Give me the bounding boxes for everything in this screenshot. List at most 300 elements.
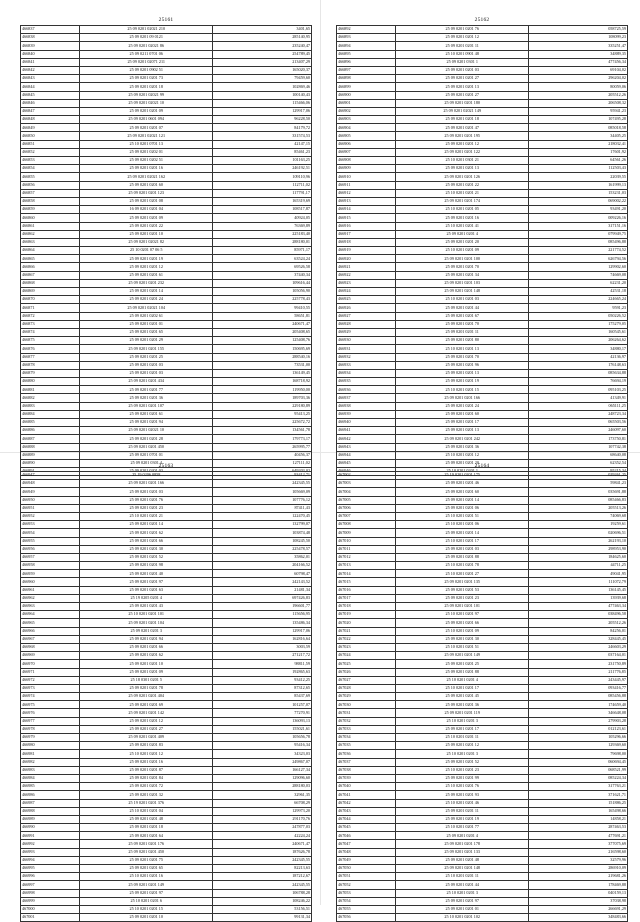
row-number: 467010: [337, 537, 396, 545]
record-code: 25 09 0201 0201 122: [396, 148, 529, 156]
record-code: 25 09 0201 0201 01: [80, 320, 213, 328]
amount: 288180,01: [213, 238, 312, 246]
table-row: [21, 488, 312, 496]
record-code: 25 09 0201 0201 3: [80, 627, 213, 635]
table-row: [21, 865, 312, 873]
row-number: 466844: [21, 83, 80, 91]
row-number: 466992: [21, 840, 80, 848]
row-number: 466881: [21, 386, 80, 394]
table-row: [21, 512, 312, 520]
page-title: 25162: [474, 17, 490, 23]
row-number: 466898: [337, 75, 396, 83]
record-code: 25 10 0201 0201 21: [80, 512, 213, 520]
table-row: [337, 99, 628, 107]
amount: 34889,35: [529, 50, 628, 58]
amount: 335251,47: [529, 42, 628, 50]
record-code: 25 19 0206 0858: [80, 472, 213, 480]
row-number: 466927: [337, 312, 396, 320]
record-code: 25 09 0201 0201 52: [396, 758, 529, 766]
record-code: 25 10 0201 0901 48: [396, 50, 529, 58]
amount: 060694,45: [529, 758, 628, 766]
amount: 108517,87: [213, 206, 312, 214]
record-code: 25 09 0201 0201 148: [396, 288, 529, 296]
table-row: [337, 238, 628, 246]
amount: 105656,78: [213, 734, 312, 742]
record-code: 25 09 0201 0201 45: [396, 693, 529, 701]
row-number: 466883: [21, 402, 80, 410]
row-number: 466886: [21, 427, 80, 435]
table-row: [21, 635, 312, 643]
table-row: [337, 774, 628, 782]
record-code: 25 09 0201 0201 70: [396, 320, 529, 328]
row-number: 467009: [337, 529, 396, 537]
row-number: 467030: [337, 701, 396, 709]
table-row: [21, 271, 312, 279]
amount: 205512,26: [529, 619, 628, 627]
record-code: 25 09 0201 0201 48: [80, 815, 213, 823]
amount: 211776,85: [529, 668, 628, 676]
record-code: 25 09 0201 0201 12: [80, 717, 213, 725]
row-number: 466896: [337, 58, 396, 66]
record-code: 25 10 0201 0201 4: [396, 676, 529, 684]
amount: 129917,06: [213, 107, 312, 115]
record-code: 25 09 0201 0201 66: [396, 619, 529, 627]
row-number: 466950: [21, 496, 80, 504]
amount: 62231,20: [529, 279, 628, 287]
row-number: 466932: [337, 353, 396, 361]
amount: 249867,07: [213, 758, 312, 766]
record-code: 25 09 0201 0201 13: [396, 369, 529, 377]
amount: 42147,15: [213, 140, 312, 148]
row-number: 466969: [21, 652, 80, 660]
row-number: 467049: [337, 856, 396, 864]
row-number: 466837: [21, 26, 80, 34]
amount: 109616,44: [213, 279, 312, 287]
table-row: [337, 553, 628, 561]
amount: 53156,51: [213, 905, 312, 913]
row-number: 467006: [337, 504, 396, 512]
amount: 296204,02: [529, 75, 628, 83]
amount: 038496,58: [529, 611, 628, 619]
table-row: [337, 435, 628, 443]
record-code: 25 09 0201 0201 178: [396, 840, 529, 848]
amount: 37038,98: [529, 897, 628, 905]
table-row: [337, 214, 628, 222]
amount: 279903,28: [529, 717, 628, 725]
row-number: 467004: [337, 488, 396, 496]
row-number: 467037: [337, 758, 396, 766]
record-code: 25 09 0201 0201 148: [396, 865, 529, 873]
table-row: [21, 881, 312, 889]
row-number: 467044: [337, 815, 396, 823]
record-code: 25 10 0201 0201 46: [396, 799, 529, 807]
amount: 285140,95: [213, 34, 312, 42]
record-code: 25 10 0201 0201 21: [396, 189, 529, 197]
table-row: [21, 181, 312, 189]
amount: 108245,50: [213, 537, 312, 545]
amount: 49041,95: [529, 570, 628, 578]
record-code: 25 09 0201 0201 34: [396, 271, 529, 279]
table-row: [337, 652, 628, 660]
amount: 21481,34: [213, 586, 312, 594]
table-row: [21, 107, 312, 115]
amount: 206264,62: [529, 337, 628, 345]
amount: 82213,63: [213, 865, 312, 873]
amount: 42531,18: [529, 288, 628, 296]
record-code: 25 09 0201 0201 29: [80, 337, 213, 345]
record-code: 25 09 0201 0201 13: [396, 165, 529, 173]
row-number: 467003: [337, 480, 396, 488]
row-number: 466846: [21, 99, 80, 107]
record-code: 25 10 0201 0201 1: [396, 468, 529, 476]
record-code: 25 09 0201 0202 51: [80, 157, 213, 165]
record-code: 25 09 0201 02021 10: [80, 99, 213, 107]
row-number: 467011: [337, 545, 396, 553]
table-row: [337, 807, 628, 815]
table-row: [337, 791, 628, 799]
amount: 9591,23: [529, 304, 628, 312]
amount: 73531,00: [213, 361, 312, 369]
amount: 41349,91: [529, 394, 628, 402]
amount: 3003,59: [213, 643, 312, 651]
row-number: 467038: [337, 766, 396, 774]
amount: 085224,34: [529, 774, 628, 782]
amount: 065111,25: [529, 402, 628, 410]
table-row: [337, 222, 628, 230]
amount: 242345,55: [213, 856, 312, 864]
record-code: 25 09 0201 02021 82: [80, 238, 213, 246]
row-number: 467018: [337, 603, 396, 611]
amount: 246097,60: [529, 427, 628, 435]
row-number: 466889: [21, 451, 80, 459]
table-row: [21, 247, 312, 255]
table-row: [337, 288, 628, 296]
amount: 119950,00: [213, 386, 312, 394]
amount: 176148,63: [529, 361, 628, 369]
row-number: 466899: [337, 83, 396, 91]
record-code: 25 09 0201 0201 43: [80, 603, 213, 611]
table-row: [337, 562, 628, 570]
table-row: [21, 660, 312, 668]
record-code: 25 09 0201 0201 22: [396, 181, 529, 189]
row-number: 467052: [337, 881, 396, 889]
record-code: 25 10 0201 0201 17: [396, 684, 529, 692]
amount: 317763,21: [529, 783, 628, 791]
record-code: 25 10 0201 0201 12: [396, 451, 529, 459]
row-number: 466930: [337, 337, 396, 345]
record-code: 25 09 0201 0201 142: [80, 709, 213, 717]
table-row: [21, 848, 312, 856]
amount: 136145,45: [529, 586, 628, 594]
record-code: 25 09 0201 0201 14: [80, 288, 213, 296]
table-row: [337, 619, 628, 627]
record-code: 25 09 0201 0201 149: [80, 881, 213, 889]
table-row: [337, 443, 628, 451]
record-code: 25 10 0201 0201 17: [396, 537, 529, 545]
table-row: [21, 529, 312, 537]
row-number: 466918: [337, 238, 396, 246]
amount: 079949,75: [529, 230, 628, 238]
table-row: [337, 889, 628, 897]
row-number: 466960: [21, 578, 80, 586]
record-code: 25 09 0201 0201 62: [80, 652, 213, 660]
record-code: 25 09 0201 0201 19: [396, 815, 529, 823]
amount: 298953,90: [529, 545, 628, 553]
record-code: 25 09 0201 0201 16: [396, 214, 529, 222]
record-code: 25 10 0201 0201 77: [396, 824, 529, 832]
table-row: [21, 378, 312, 386]
table-row: [337, 496, 628, 504]
row-number: 466951: [21, 504, 80, 512]
table-row: [21, 676, 312, 684]
table-row: [337, 255, 628, 263]
record-code: 25 09 0201 0201 23: [80, 504, 213, 512]
record-code: 25 09 0201 02071 211: [80, 58, 213, 66]
table-row: [21, 173, 312, 181]
row-number: 466962: [21, 594, 80, 602]
amount: 129973,20: [213, 807, 312, 815]
table-row: [21, 34, 312, 42]
amount: 115466,06: [213, 99, 312, 107]
record-code: 25 09 0201 0201 14: [80, 521, 213, 529]
amount: 105296,66: [529, 734, 628, 742]
table-row: [21, 238, 312, 246]
amount: 42224,24: [213, 832, 312, 840]
record-code: 25 10 0201 0201 76: [396, 783, 529, 791]
row-number: 467013: [337, 562, 396, 570]
table-row: [21, 914, 312, 922]
row-number: 466862: [21, 230, 80, 238]
amount: 229180,89: [213, 402, 312, 410]
amount: 79459,60: [213, 75, 312, 83]
record-code: 25 09 0201 0201 17: [396, 725, 529, 733]
row-number: 467040: [337, 783, 396, 791]
record-code: 25 09 0201 0201 16: [80, 758, 213, 766]
record-code: 25 10 0201 07 06 5: [80, 247, 213, 255]
table-row: [337, 320, 628, 328]
table-row: [21, 435, 312, 443]
table-row: [337, 537, 628, 545]
table-row: [21, 91, 312, 99]
table-row: [337, 271, 628, 279]
amount: 98811,59: [213, 660, 312, 668]
row-number: 466933: [337, 361, 396, 369]
row-number: 466955: [21, 537, 80, 545]
amount: 66708,29: [213, 799, 312, 807]
table-row: [21, 643, 312, 651]
record-code: 25 10 0201 0201 23: [396, 766, 529, 774]
row-number: 466908: [337, 157, 396, 165]
amount: 037164,01: [529, 652, 628, 660]
row-number: 467036: [337, 750, 396, 758]
table-row: [337, 451, 628, 459]
row-number: 466922: [337, 271, 396, 279]
table-row: [21, 562, 312, 570]
amount: 065503,56: [529, 419, 628, 427]
table-row: [21, 279, 312, 287]
amount: 129369,60: [529, 742, 628, 750]
amount: 14858,21: [529, 815, 628, 823]
row-number: 466863: [21, 238, 80, 246]
record-code: 25 10 0201 0201 03: [396, 296, 529, 304]
row-number: 466893: [337, 34, 396, 42]
table-row: [337, 676, 628, 684]
record-code: 25 09 0201 0201 22: [80, 222, 213, 230]
amount: 69104,02: [529, 66, 628, 74]
row-number: 466938: [337, 402, 396, 410]
amount: 165020,37: [213, 66, 312, 74]
table-row: [337, 766, 628, 774]
row-number: 467028: [337, 684, 396, 692]
amount: 204166,52: [213, 562, 312, 570]
record-code: 25 09 0201 0201 80: [396, 337, 529, 345]
table-row: [337, 165, 628, 173]
record-code: 25 09 0201 02021 99: [80, 91, 213, 99]
table-row: [337, 247, 628, 255]
record-code: 25 09 0201 0201 66: [80, 537, 213, 545]
table-row: [337, 140, 628, 148]
table-row: [21, 26, 312, 34]
table-row: [337, 701, 628, 709]
data-table: [336, 25, 628, 476]
table-row: [21, 255, 312, 263]
record-code: 25 09 0201 0201 73: [80, 75, 213, 83]
record-code: 25 09 0201 0201 65: [80, 328, 213, 336]
record-code: 25 09 0201 0201 03: [396, 545, 529, 553]
table-row: [337, 750, 628, 758]
amount: 058725,59: [529, 26, 628, 34]
table-row: [21, 684, 312, 692]
row-number: 466973: [21, 684, 80, 692]
table-row: [337, 717, 628, 725]
record-code: 25 09 0201 0201 52: [80, 553, 213, 561]
table-row: [21, 451, 312, 459]
record-code: 25 09 0201 0201 03: [80, 468, 213, 476]
table-row: [337, 521, 628, 529]
amount: 17601,92: [529, 148, 628, 156]
row-number: 466914: [337, 206, 396, 214]
table-row: [337, 419, 628, 427]
row-number: 466917: [337, 230, 396, 238]
row-number: 466946: [337, 468, 396, 476]
amount: 60798,47: [213, 570, 312, 578]
table-row: [337, 197, 628, 205]
row-number: 466877: [21, 353, 80, 361]
row-number: 466854: [21, 165, 80, 173]
row-number: 467054: [337, 897, 396, 905]
row-number: 466965: [21, 619, 80, 627]
table-row: [21, 594, 312, 602]
table-row: [337, 570, 628, 578]
row-number: 466956: [21, 545, 80, 553]
amount: 085466,83: [529, 496, 628, 504]
amount: 213407,29: [213, 58, 312, 66]
table-row: [337, 91, 628, 99]
row-number: 466904: [337, 124, 396, 132]
table-row: [337, 824, 628, 832]
record-code: 25 09 0201 0201 84: [80, 774, 213, 782]
amount: 62352,54: [529, 459, 628, 467]
record-code: 25 09 0201 02021 149: [396, 107, 529, 115]
amount: 649203,02: [213, 468, 312, 476]
table-row: [337, 230, 628, 238]
row-number: 466867: [21, 271, 80, 279]
row-number: 466961: [21, 586, 80, 594]
table-row: [21, 337, 312, 345]
row-number: 467047: [337, 840, 396, 848]
row-number: 466975: [21, 701, 80, 709]
row-number: 467022: [337, 635, 396, 643]
table-row: [337, 304, 628, 312]
record-code: 25 09 0201 0201 09: [80, 214, 213, 222]
row-number: 466957: [21, 553, 80, 561]
amount: 242345,55: [213, 881, 312, 889]
row-number: 466983: [21, 766, 80, 774]
row-number: 467056: [337, 914, 396, 922]
amount: 100140,43: [213, 91, 312, 99]
amount: 287463,53: [529, 824, 628, 832]
table-row: [21, 42, 312, 50]
amount: 225778,43: [213, 296, 312, 304]
row-number: 466979: [21, 734, 80, 742]
record-code: 25 09 0201 0201 180: [396, 99, 529, 107]
row-number: 466990: [21, 824, 80, 832]
record-code: 25 19 0201 0201 376: [80, 799, 213, 807]
amount: 37440,34: [213, 271, 312, 279]
amount: 111072,79: [529, 578, 628, 586]
amount: 85461,23: [213, 148, 312, 156]
amount: 029261,25: [529, 472, 628, 480]
record-code: 25 09 0201 0201 01: [396, 905, 529, 913]
row-number: 466963: [21, 603, 80, 611]
amount: 34405,25: [529, 132, 628, 140]
row-number: 466894: [337, 42, 396, 50]
record-code: 25 10 0201 0201 11: [396, 873, 529, 881]
row-number: 467017: [337, 594, 396, 602]
record-code: 25 09 0201 0201 94: [80, 635, 213, 643]
table-row: [21, 856, 312, 864]
amount: 85437,69: [213, 693, 312, 701]
row-number: 466942: [337, 435, 396, 443]
table-row: [337, 34, 628, 42]
record-code: 25 09 0201 0201 14: [396, 529, 529, 537]
amount: 184625,60: [529, 553, 628, 561]
row-number: 466885: [21, 419, 80, 427]
record-code: 25 09 0201 0201 20: [396, 238, 529, 246]
row-number: 466856: [21, 181, 80, 189]
record-code: 25 09 0201 0201 40: [80, 570, 213, 578]
table-row: [337, 369, 628, 377]
table-row: [21, 701, 312, 709]
row-number: 466851: [21, 140, 80, 148]
row-number: 467001: [21, 914, 80, 922]
record-code: 25 09 0201 0201 100: [396, 255, 529, 263]
row-number: 466853: [21, 157, 80, 165]
record-code: 25 09 0201 0201 36: [396, 701, 529, 709]
table-row: [21, 496, 312, 504]
table-row: [21, 693, 312, 701]
amount: 79698,00: [529, 750, 628, 758]
record-code: 25 09 0201 0201 12: [396, 742, 529, 750]
row-number: 467029: [337, 693, 396, 701]
row-number: 466905: [337, 132, 396, 140]
row-number: 466934: [337, 369, 396, 377]
table-row: [337, 148, 628, 156]
record-code: 25 09 0201 09 0121: [80, 34, 213, 42]
amount: 288180,03: [213, 783, 312, 791]
amount: 085456,88: [529, 693, 628, 701]
row-number: 466945: [337, 459, 396, 467]
